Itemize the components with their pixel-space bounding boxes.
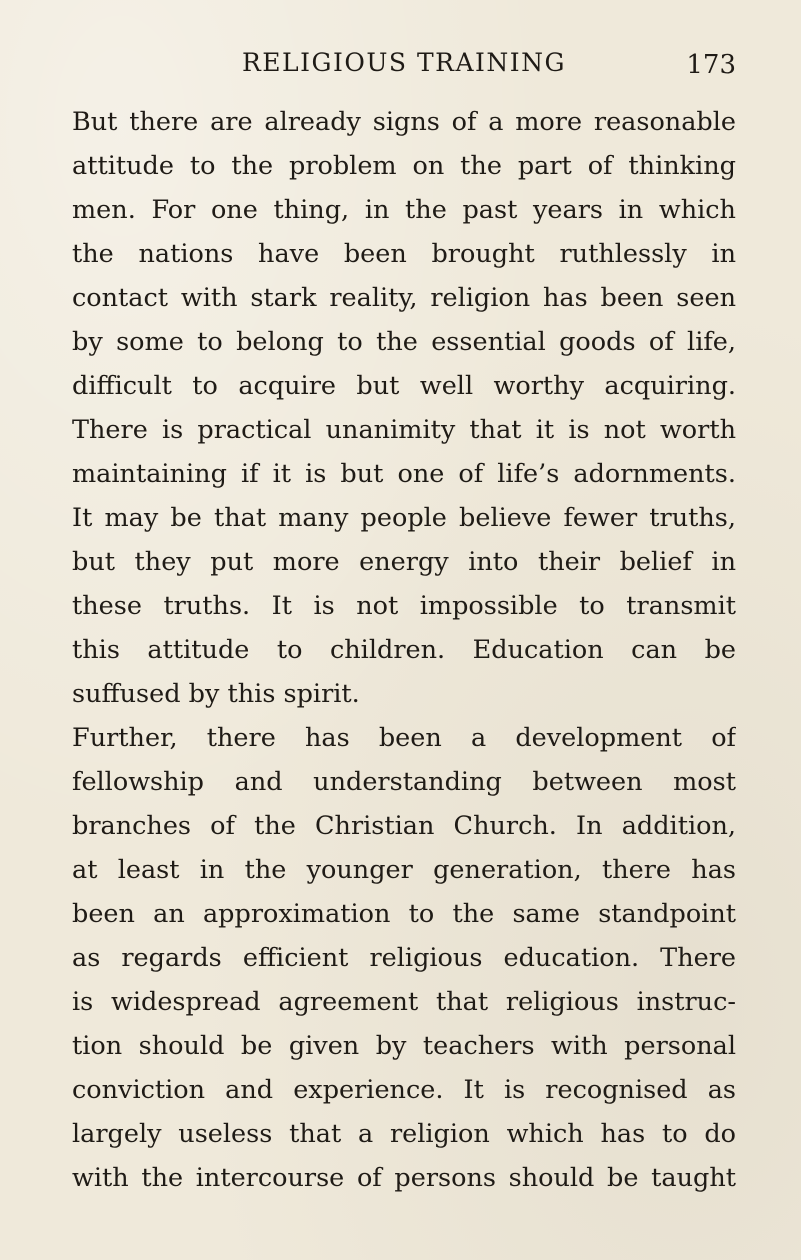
text-line: at least in the younger generation, there has <box>72 855 736 885</box>
text-line: But there are already signs of a more reasonable <box>72 107 736 137</box>
text-line: with the intercourse of persons should be taught <box>72 1163 736 1193</box>
text-line: this attitude to children. Education can be <box>72 635 736 665</box>
text-line: It may be that many people believe fewer truths, <box>72 503 736 533</box>
page-number: 173 <box>686 50 736 80</box>
text-line: by some to belong to the essential goods of life, <box>72 327 736 357</box>
page-header <box>72 48 736 88</box>
text-line: maintaining if it is but one of life’s adornments. <box>72 459 736 489</box>
text-line: the nations have been brought ruthlessly in <box>72 239 736 269</box>
text-line: attitude to the problem on the part of thinking <box>72 151 736 181</box>
text-line: Further, there has been a development of <box>72 723 736 753</box>
text-line: fellowship and understanding between most <box>72 767 736 797</box>
text-line: as regards efficient religious education. There <box>72 943 736 973</box>
text-line: There is practical unanimity that it is not worth <box>72 415 736 445</box>
text-line: suffused by this spirit. <box>72 679 360 709</box>
text-line: conviction and experience. It is recognised as <box>72 1075 736 1105</box>
text-line: been an approximation to the same standpoint <box>72 899 736 929</box>
text-line: contact with stark reality, religion has been seen <box>72 283 736 313</box>
running-title: RELIGIOUS TRAINING <box>241 48 567 77</box>
body-text <box>72 100 736 1200</box>
text-line: tion should be given by teachers with personal <box>72 1031 736 1061</box>
text-line: these truths. It is not impossible to transmit <box>72 591 736 621</box>
text-line: difficult to acquire but well worthy acquiring. <box>72 371 736 401</box>
text-line: largely useless that a religion which has to do <box>72 1119 736 1149</box>
text-line: is widespread agreement that religious instruc- <box>72 987 736 1017</box>
text-line: but they put more energy into their belief in <box>72 547 736 577</box>
text-line: men. For one thing, in the past years in which <box>72 195 736 225</box>
text-line: branches of the Christian Church. In addition, <box>72 811 736 841</box>
